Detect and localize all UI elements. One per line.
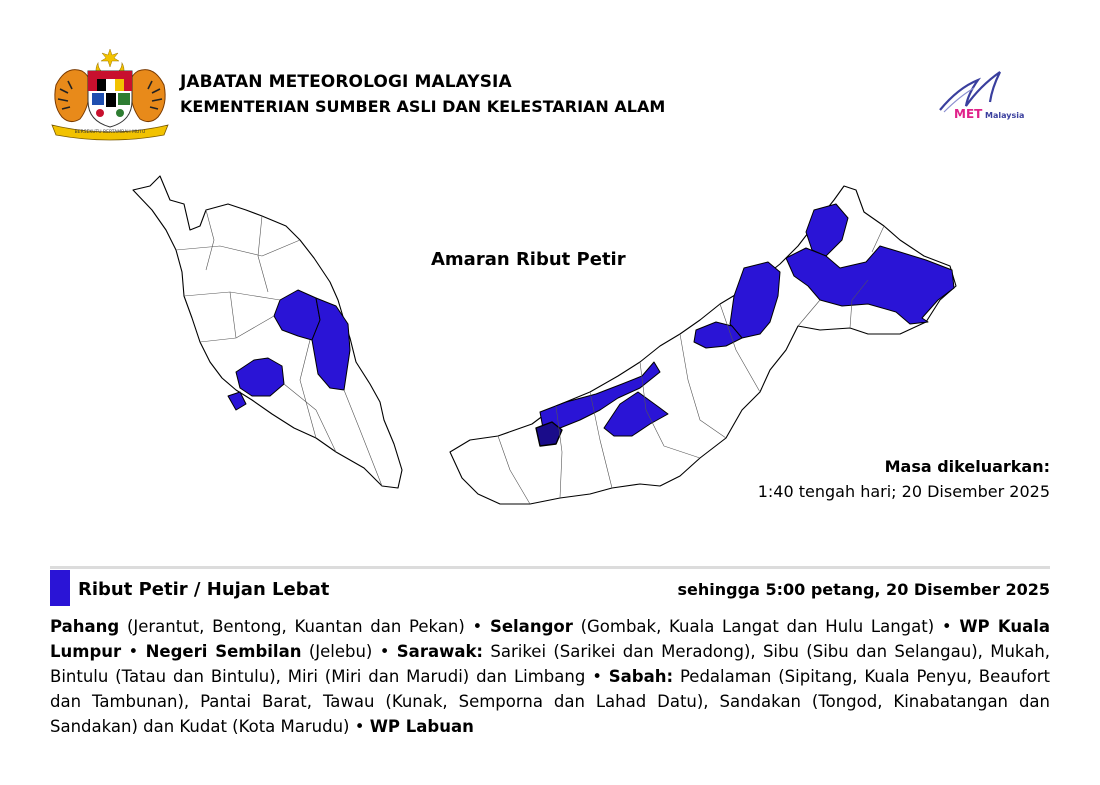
area-separator: • [379,642,397,661]
warning-title: Ribut Petir / Hujan Lebat [78,579,330,600]
area-state: Selangor [489,617,573,636]
east-malaysia [450,186,956,504]
area-entry [146,642,380,661]
area-detail: Sarikei (Sarikei dan Meradong), Sibu (Sibu dan Selangau), Mukah, Bintulu (Tatau dan Bintulu), Miri (Miri dan Marudi) dan Limbang [50,642,1051,686]
issued-label: Masa dikeluarkan: [884,457,1050,476]
warning-valid-until: sehingga 5:00 petang, 20 Disember 2025 [677,580,1050,599]
warning-color-bar [50,570,70,606]
area-separator: • [941,617,960,636]
area-state: Sabah: [608,667,674,686]
area-separator: • [592,667,609,686]
area-detail: Pedalaman (Sipitang, Kuala Penyu, Beaufort dan Tambunan), Pantai Barat, Tawau (Kunak, Semporna dan Lahad Datu), Sandakan (Tongod, Kinabatangan dan Sandakan) dan Kudat (Kota Marudu) [50,667,1050,736]
area-separator: • [354,717,370,736]
area-detail: (Jelebu) [301,642,380,661]
area-entry [370,717,474,736]
svg-text:Malaysia: Malaysia [985,111,1025,120]
ministry-name: KEMENTERIAN SUMBER ASLI DAN KELESTARIAN ALAM [180,97,666,116]
area-detail [121,642,128,661]
peninsular-malaysia [133,176,402,488]
met-malaysia-logo [932,66,1050,120]
area-state: WP Labuan [369,717,474,736]
area-state: Negeri Sembilan [145,642,302,661]
section-divider [50,566,1050,569]
area-entry [490,617,942,636]
area-detail: (Gombak, Kuala Langat dan Hulu Langat) [572,617,942,636]
org-name: JABATAN METEOROLOGI MALAYSIA [180,72,512,92]
area-detail: (Jerantut, Bentong, Kuantan dan Pekan) [119,617,473,636]
area-entry [50,617,473,636]
map-title: Amaran Ribut Petir [431,249,626,270]
coat-of-arms-logo [48,45,172,141]
area-state: WP Kuala Lumpur [50,617,1050,661]
area-separator: • [128,642,146,661]
affected-areas [50,614,1050,739]
crest-motto: BERSEKUTU BERTAMBAH MUTU [74,130,146,135]
svg-text:MET: MET [954,107,983,120]
area-separator: • [472,617,490,636]
area-state: Sarawak: [396,642,484,661]
issued-time: 1:40 tengah hari; 20 Disember 2025 [757,482,1050,501]
area-state: Pahang [50,617,120,636]
